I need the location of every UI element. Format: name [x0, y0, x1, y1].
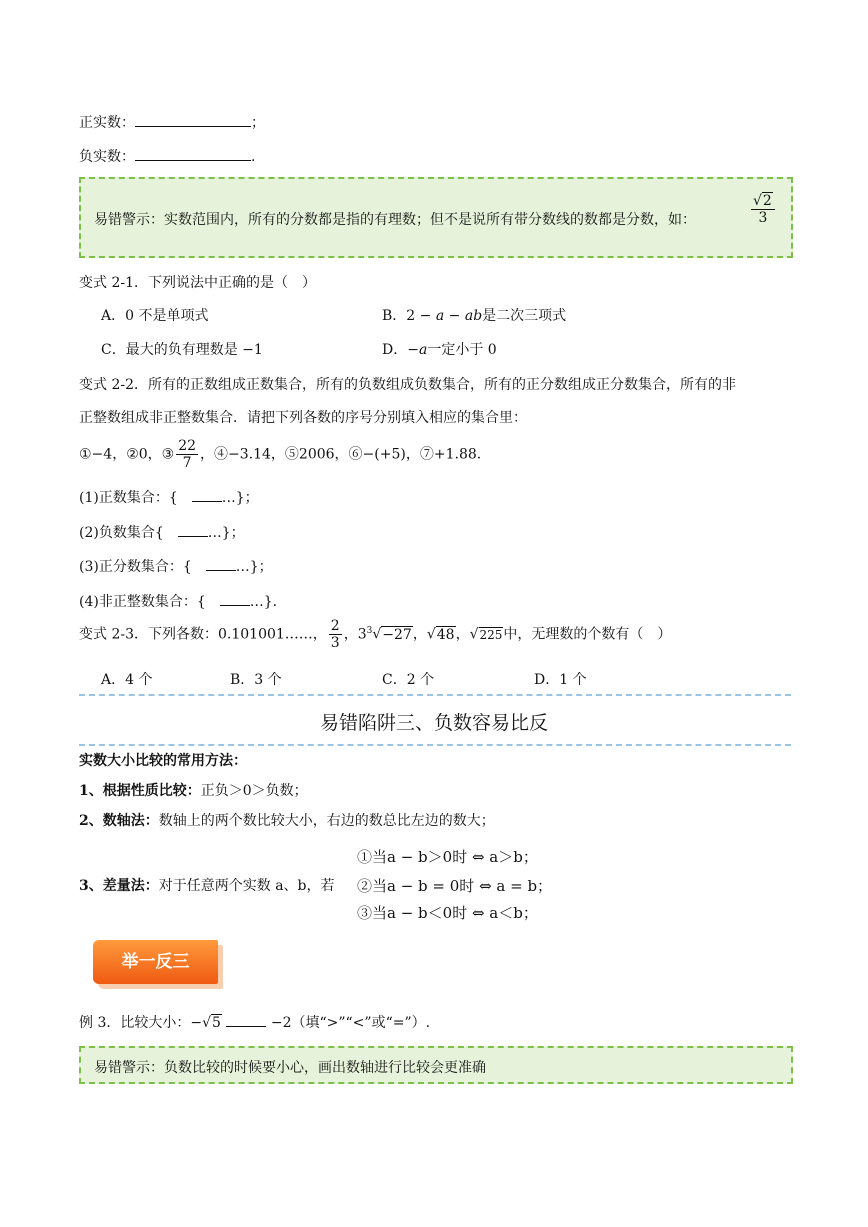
q22-stem-line-1: 变式 2-2．所有的正数组成正数集合，所有的负数组成负数集合，所有的正分数组成正分数集合，所有的非	[79, 377, 736, 393]
negative-real-blank	[135, 148, 251, 161]
q23-option-d: D．1 个	[534, 672, 587, 688]
warning-box-2	[79, 1046, 793, 1084]
q21-option-d: D．−a一定小于 0	[382, 342, 497, 358]
q23-cube-index: 3	[366, 625, 373, 636]
warning-2-text: 易错警示：负数比较的时候要小心，画出数轴进行比较会更准确	[94, 1060, 486, 1076]
set-4-blank	[220, 593, 250, 606]
q22-numbers: ①−4，②0，③ $\frac{22}{7}$ ，④−3.14，⑤2006，⑥−(+5)，⑦+1.88．	[79, 438, 491, 472]
warning-1-frac-den: 3	[758, 210, 768, 227]
negative-real-end: .	[251, 149, 256, 165]
section-divider-top	[79, 694, 791, 696]
methods-title: 实数大小比较的常用方法：	[79, 753, 247, 769]
q23-frac-num: 2	[330, 618, 340, 634]
q23-frac-den: 3	[330, 635, 340, 652]
set-1-blank	[192, 489, 222, 502]
positive-real-label: 正实数：	[79, 115, 135, 131]
positive-real-end: ；	[251, 115, 265, 131]
q21-option-b: B．2 − a − ab是二次三项式	[382, 308, 567, 324]
method-2: 2、数轴法：数轴上的两个数比较大小，右边的数总比左边的数大；	[79, 813, 495, 829]
example-3-radicand: 5	[212, 1015, 221, 1031]
q23-radicand-2: 225	[479, 627, 503, 642]
q23-stem: 变式 2-3．下列各数：0.101001……， $\frac{2}{3}$ ，$3^3√-27$，√48，√225中，无理数的个数有（ ）	[79, 618, 672, 652]
positive-real-blank	[135, 114, 251, 127]
set-2-blank	[178, 524, 208, 537]
set-3-blank	[206, 558, 236, 571]
q22-set-2: (2)负数集合{ …}；	[79, 525, 245, 541]
positive-real-line	[79, 112, 265, 132]
q23-option-c: C．2 个	[382, 672, 435, 688]
warning-1-text: 易错警示：实数范围内，所有的分数都是指的有理数；但不是说所有带分数线的数都是分数，如：	[94, 212, 696, 228]
q22-frac-den: 7	[182, 455, 192, 472]
section-title: 易错陷阱三、负数容易比反	[319, 712, 548, 734]
q22-set-3: (3)正分数集合：{ …}；	[79, 559, 273, 575]
warning-1-fraction: $\frac{√2}{3}$	[749, 193, 777, 226]
q23-option-b: B．3 个	[230, 672, 282, 688]
method-3: 3、差量法：对于任意两个实数 a、b，若	[79, 878, 335, 894]
q23-radicand-1: 48	[436, 626, 455, 643]
section-divider-bottom	[79, 744, 791, 746]
practice-badge: 举一反三	[93, 940, 218, 984]
q23-option-a: A．4 个	[101, 672, 153, 688]
negative-real-line	[79, 146, 255, 166]
method-3-case-3: ③当a − b＜0时 ⇔ a＜b；	[357, 904, 538, 922]
q21-option-c: C．最大的负有理数是 −1	[101, 342, 263, 358]
example-3-blank	[226, 1014, 266, 1027]
q22-set-1: (1)正数集合：{ …}；	[79, 490, 259, 506]
q21-stem: 变式 2-1．下列说法中正确的是（ ）	[79, 275, 316, 291]
q23-cube-radicand: −27	[382, 626, 412, 643]
warning-box-1	[79, 177, 793, 258]
method-1: 1、根据性质比较：正负＞0＞负数；	[79, 783, 308, 799]
method-3-case-2: ②当a − b = 0时 ⇔ a = b；	[357, 877, 553, 895]
q22-frac-num: 22	[178, 438, 197, 454]
q21-option-a: A．0 不是单项式	[101, 308, 209, 324]
negative-real-label: 负实数：	[79, 149, 135, 165]
q22-stem-line-2: 正整数组成非正整数集合．请把下列各数的序号分别填入相应的集合里：	[79, 410, 527, 426]
warning-1-frac-num: 2	[762, 193, 772, 209]
method-3-case-1: ①当a − b＞0时 ⇔ a＞b；	[357, 848, 538, 866]
q22-set-4: (4)非正整数集合：{ …}.	[79, 594, 278, 610]
example-3: 例 3．比较大小：−√5 −2（填“>”“<”或“=”）.	[79, 1015, 431, 1031]
warning-1-text-wrap	[94, 209, 696, 229]
